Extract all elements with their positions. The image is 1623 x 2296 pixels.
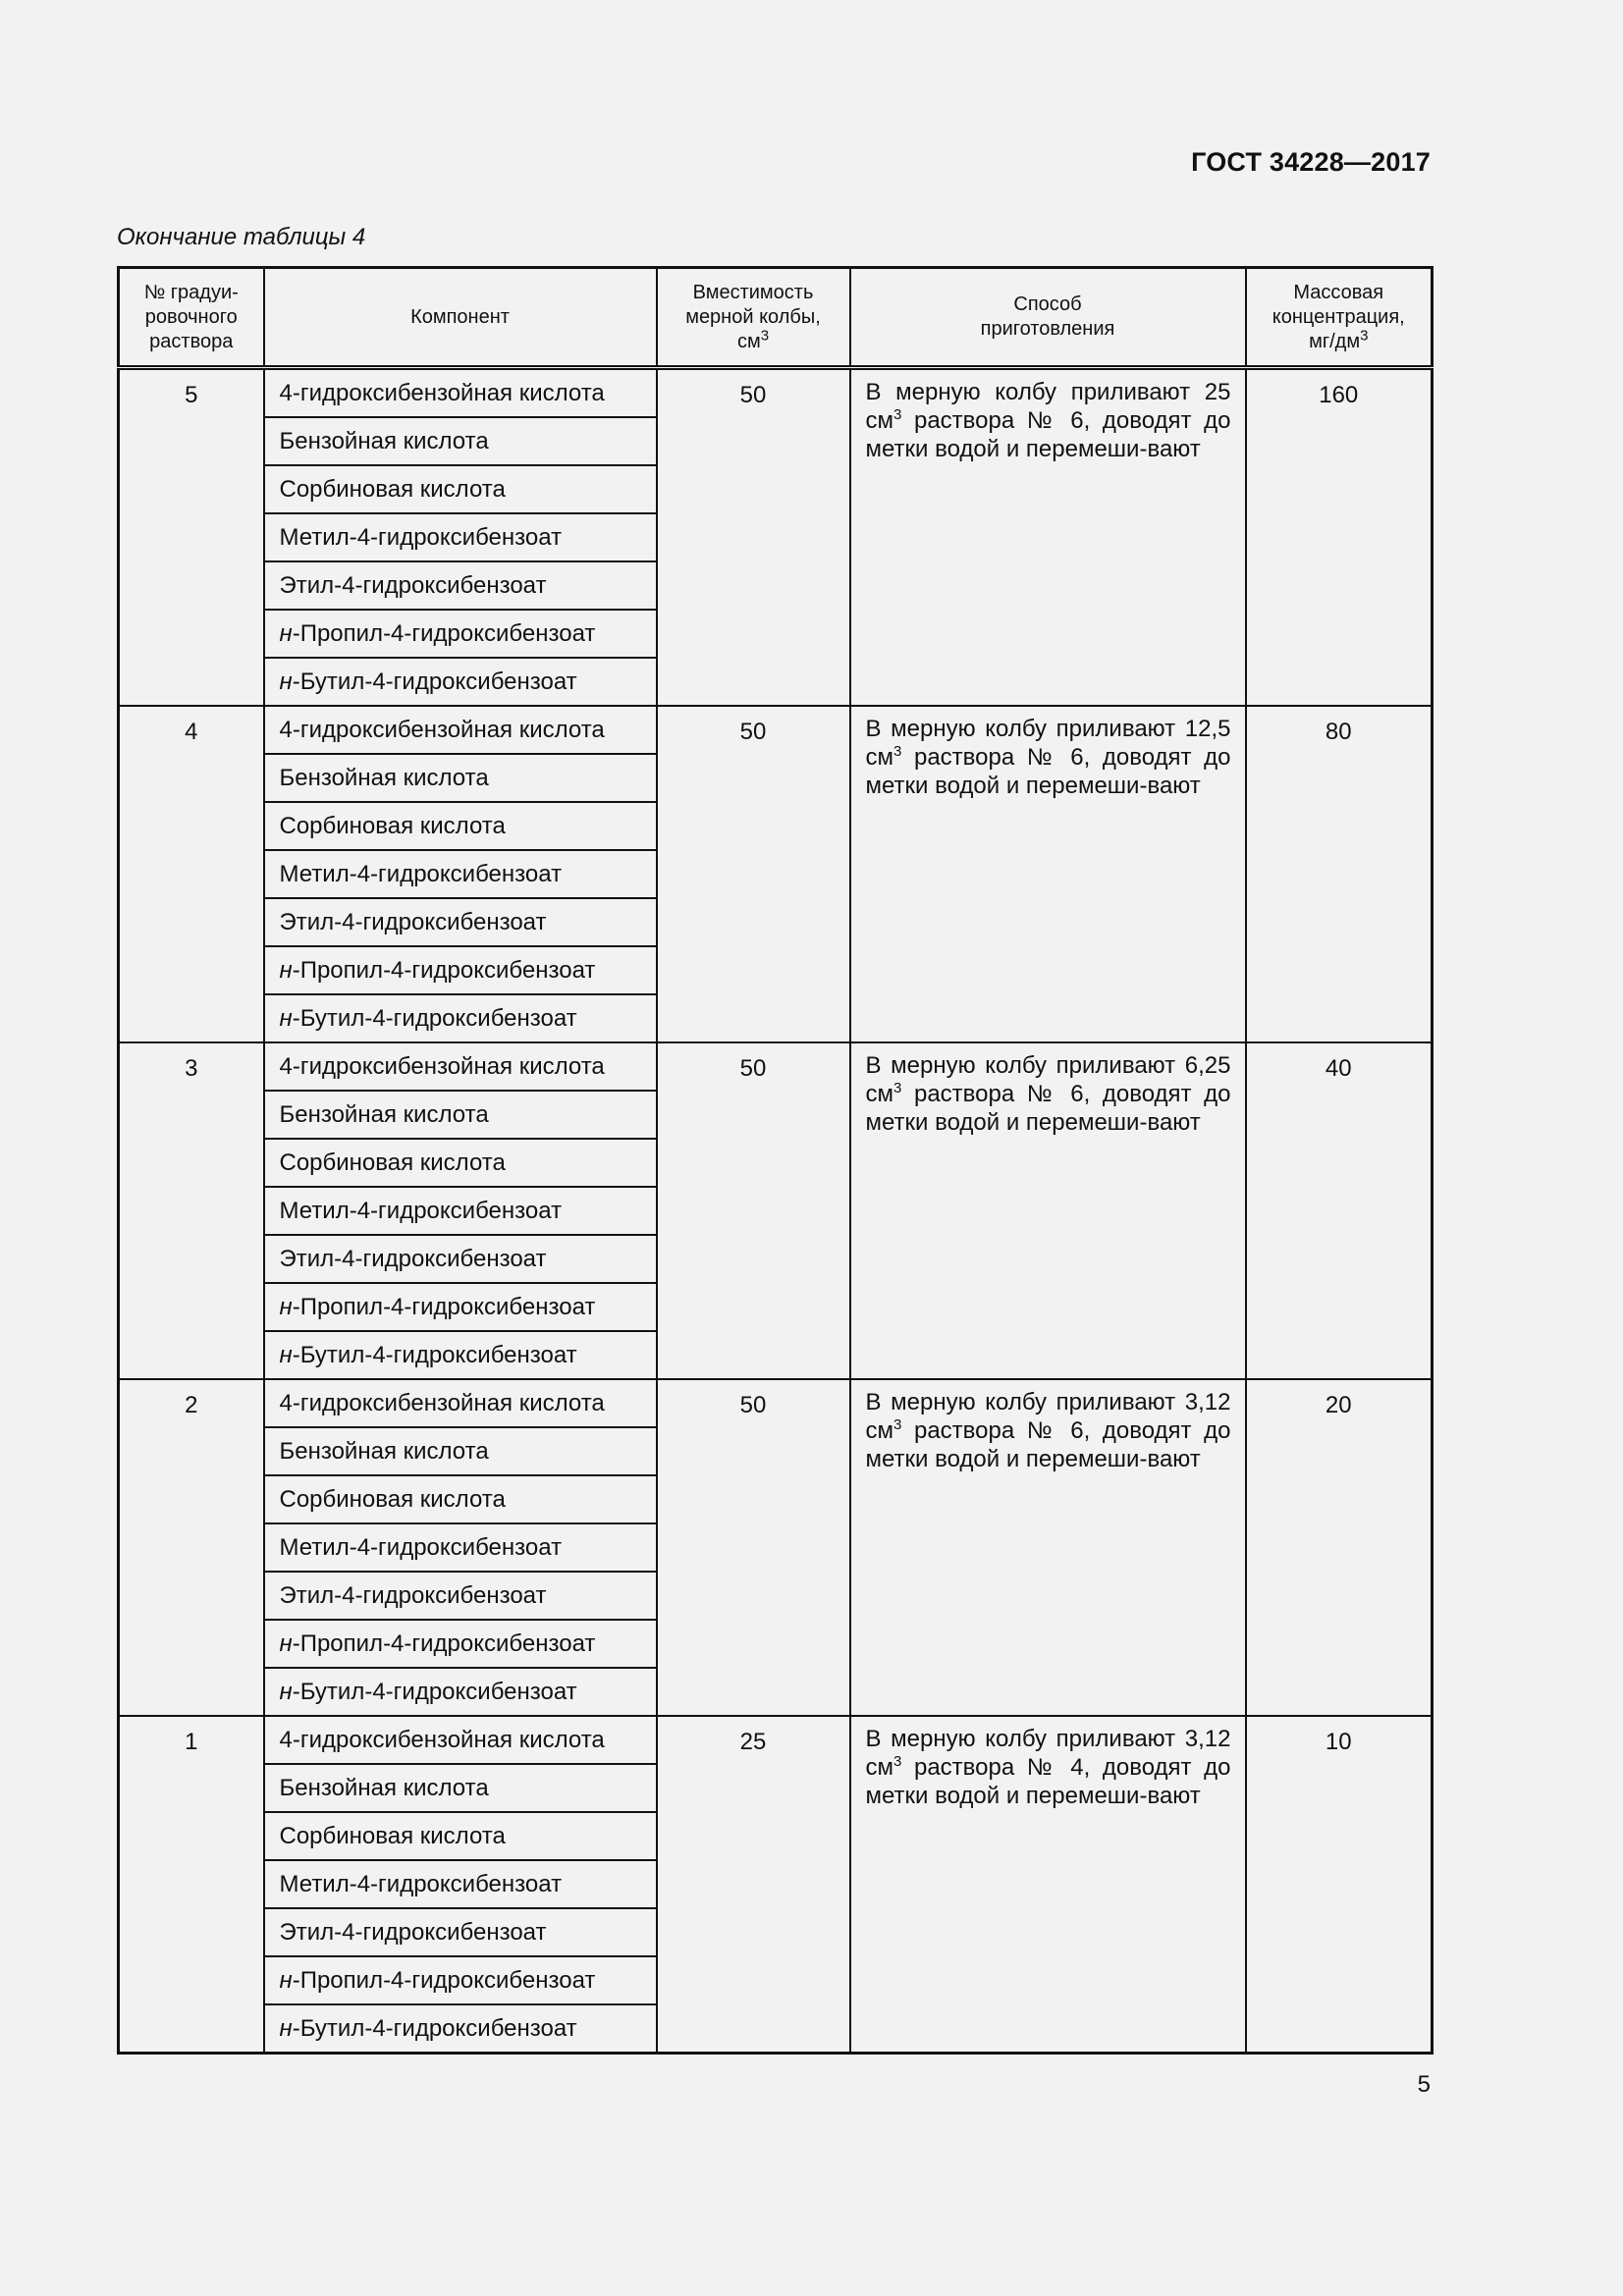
flask-volume: 50 [657, 1042, 850, 1379]
component-item [265, 1284, 656, 1332]
calibration-solutions-table [117, 266, 1434, 2055]
method-amount: 3,12 [1184, 1389, 1231, 1415]
mass-concentration: 10 [1246, 1716, 1433, 2054]
component-item: 4-гидроксибензойная кислота [265, 1043, 656, 1092]
component-prefix: н [279, 1005, 293, 1032]
method-amount: 3,12 [1184, 1726, 1231, 1752]
method-text: , доводят до метки водой и перемеши-вают [865, 407, 1231, 462]
method-text: раствора № [913, 1754, 1058, 1781]
method-text: В мерную колбу приливают [865, 1389, 1176, 1415]
component-item [265, 947, 656, 995]
table-row [119, 368, 1433, 707]
header-solution-number: № градуи- ровочного раствора [119, 268, 264, 368]
method-text: раствора № [913, 744, 1058, 771]
method-text: В мерную колбу приливают [865, 1726, 1176, 1752]
method-amount: 25 [1204, 379, 1231, 405]
page-number: 5 [1417, 2071, 1431, 2098]
component-prefix: н [279, 1630, 293, 1657]
component-item: Метил-4-гидроксибензоат [265, 1524, 656, 1573]
component-prefix: н [279, 1342, 293, 1368]
component-item: Бензойная кислота [265, 755, 656, 803]
flask-volume: 25 [657, 1716, 850, 2054]
solution-number: 2 [119, 1379, 264, 1716]
preparation-method [850, 368, 1246, 707]
preparation-method [850, 706, 1246, 1042]
method-text: раствора № [913, 407, 1058, 434]
component-item [265, 611, 656, 659]
component-item: Сорбиновая кислота [265, 466, 656, 514]
flask-volume: 50 [657, 706, 850, 1042]
component-item [265, 1332, 656, 1378]
component-item: Сорбиновая кислота [265, 1476, 656, 1524]
component-prefix: н [279, 1679, 293, 1705]
document-code: ГОСТ 34228—2017 [1191, 147, 1431, 177]
table-row [119, 1042, 1433, 1379]
solution-number: 5 [119, 368, 264, 707]
method-text: В мерную колбу приливают [865, 716, 1176, 742]
component-prefix: н [279, 620, 293, 647]
component-list [264, 1042, 657, 1379]
solution-number: 4 [119, 706, 264, 1042]
header-flask-volume: Вместимость мерной колбы, $см^3$ [657, 268, 850, 368]
component-name: -Пропил-4-гидроксибензоат [292, 1294, 596, 1320]
component-item: 4-гидроксибензойная кислота [265, 370, 656, 418]
component-prefix: н [279, 1294, 293, 1320]
preparation-method [850, 1042, 1246, 1379]
method-text: , доводят до метки водой и перемеши-вают [865, 744, 1231, 799]
method-text: В мерную колбу приливают [865, 1052, 1176, 1079]
method-text: раствора № [913, 1417, 1058, 1444]
method-text: , доводят до метки водой и перемеши-вают [865, 1417, 1231, 1472]
method-unit-sup: 3 [893, 1416, 902, 1433]
method-amount: 6,25 [1184, 1052, 1231, 1079]
method-unit-sup: 3 [893, 1753, 902, 1770]
method-unit: см [865, 1081, 893, 1107]
component-item [265, 2005, 656, 2052]
method-unit: см [865, 407, 893, 434]
component-item: Сорбиновая кислота [265, 803, 656, 851]
component-item: Этил-4-гидроксибензоат [265, 899, 656, 947]
method-source-number: 6 [1070, 1417, 1084, 1444]
component-list [264, 368, 657, 707]
preparation-method [850, 1716, 1246, 2054]
component-item: Бензойная кислота [265, 1765, 656, 1813]
method-unit: см [865, 744, 893, 771]
table-caption: Окончание таблицы 4 [117, 224, 366, 250]
header-component: Компонент [264, 268, 657, 368]
component-name: -Пропил-4-гидроксибензоат [292, 1630, 596, 1657]
component-item: Этил-4-гидроксибензоат [265, 562, 656, 611]
method-text: , доводят до метки водой и перемеши-вают [865, 1081, 1231, 1136]
component-item: Метил-4-гидроксибензоат [265, 514, 656, 562]
mass-concentration: 160 [1246, 368, 1433, 707]
method-source-number: 4 [1070, 1754, 1084, 1781]
component-list [264, 1716, 657, 2054]
method-text: раствора № [913, 1081, 1058, 1107]
header-preparation-method: Способ приготовления [850, 268, 1246, 368]
component-item: Бензойная кислота [265, 418, 656, 466]
method-source-number: 6 [1070, 744, 1084, 771]
component-list [264, 1379, 657, 1716]
component-item: Этил-4-гидроксибензоат [265, 1573, 656, 1621]
component-item: Метил-4-гидроксибензоат [265, 1861, 656, 1909]
component-prefix: н [279, 668, 293, 695]
table-row [119, 706, 1433, 1042]
mass-concentration: 80 [1246, 706, 1433, 1042]
preparation-method [850, 1379, 1246, 1716]
component-prefix: н [279, 957, 293, 984]
method-unit-sup: 3 [893, 1080, 902, 1096]
solution-number: 1 [119, 1716, 264, 2054]
table-header-row [119, 268, 1433, 368]
component-item: 4-гидроксибензойная кислота [265, 1717, 656, 1765]
component-item [265, 1669, 656, 1715]
flask-volume: 50 [657, 1379, 850, 1716]
component-name: -Пропил-4-гидроксибензоат [292, 957, 596, 984]
flask-volume: 50 [657, 368, 850, 707]
component-list [264, 706, 657, 1042]
method-unit: см [865, 1417, 893, 1444]
method-amount: 12,5 [1184, 716, 1231, 742]
component-name: -Бутил-4-гидроксибензоат [292, 1342, 577, 1368]
component-item [265, 1957, 656, 2005]
component-name: -Бутил-4-гидроксибензоат [292, 1005, 577, 1032]
table-row [119, 1716, 1433, 2054]
component-item [265, 995, 656, 1041]
component-item: Бензойная кислота [265, 1428, 656, 1476]
component-item [265, 659, 656, 705]
component-item [265, 1621, 656, 1669]
component-item: Метил-4-гидроксибензоат [265, 1188, 656, 1236]
method-text: , доводят до метки водой и перемеши-вают [865, 1754, 1231, 1809]
component-name: -Пропил-4-гидроксибензоат [292, 620, 596, 647]
component-item: Этил-4-гидроксибензоат [265, 1236, 656, 1284]
method-text: В мерную колбу приливают [865, 379, 1191, 405]
table-row [119, 1379, 1433, 1716]
component-name: -Бутил-4-гидроксибензоат [292, 1679, 577, 1705]
component-item: 4-гидроксибензойная кислота [265, 1380, 656, 1428]
method-unit: см [865, 1754, 893, 1781]
component-prefix: н [279, 2015, 293, 2042]
solution-number: 3 [119, 1042, 264, 1379]
component-name: -Пропил-4-гидроксибензоат [292, 1967, 596, 1994]
component-item: Бензойная кислота [265, 1092, 656, 1140]
header-mass-concentration: Массовая концентрация, $мг/дм^3$ [1246, 268, 1433, 368]
component-item: Этил-4-гидроксибензоат [265, 1909, 656, 1957]
method-unit-sup: 3 [893, 406, 902, 423]
component-item: Сорбиновая кислота [265, 1140, 656, 1188]
method-source-number: 6 [1070, 407, 1084, 434]
method-unit-sup: 3 [893, 743, 902, 760]
component-prefix: н [279, 1967, 293, 1994]
mass-concentration: 40 [1246, 1042, 1433, 1379]
method-source-number: 6 [1070, 1081, 1084, 1107]
component-item: 4-гидроксибензойная кислота [265, 707, 656, 755]
component-name: -Бутил-4-гидроксибензоат [292, 2015, 577, 2042]
component-item: Сорбиновая кислота [265, 1813, 656, 1861]
mass-concentration: 20 [1246, 1379, 1433, 1716]
component-name: -Бутил-4-гидроксибензоат [292, 668, 577, 695]
component-item: Метил-4-гидроксибензоат [265, 851, 656, 899]
